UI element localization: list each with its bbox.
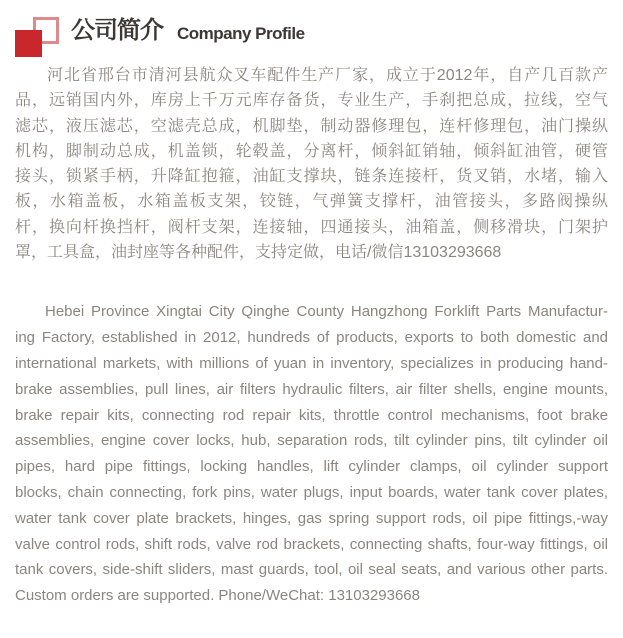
paragraph-line: 河北省邢台市清河县航众叉车配件生产厂家，成立于2012年，自产几百款产 [47, 67, 608, 84]
paragraph-line: 滤芯，液压滤芯，空滤壳总成，机脚垫，制动器修理包，连杆修理包，油门操纵 [15, 117, 608, 135]
paragraph-line: blocks, chain connecting, fork pins, water plugs, input boards, water tank cover plates, [15, 483, 608, 501]
paragraph-line: Hebei Province Xingtai City Qinghe County Hangzhong Forklift Parts Manufactur- [45, 303, 608, 321]
paragraph-line: 杆，换向杆换挡杆，阀杆支架，连接轴，四通接头，油箱盖，侧移滑块，门架护 [15, 218, 608, 236]
paragraph-line: international markets, with millions of yuan in inventory, specializes in producing hand- [15, 354, 608, 372]
paragraph-line: brake repair kits, connecting rod repair kits, throttle control mechanisms, foot brake [15, 406, 608, 424]
paragraph-line: water tank cover plate brackets, hinges, gas spring support rods, oil pipe fittings,-way [15, 509, 608, 527]
page-title-english: Company Profile [177, 24, 305, 43]
paragraph-line: assemblies, engine cover locks, hub, separation rods, tilt cylinder pins, tilt cylinder oil [15, 432, 608, 450]
paragraph-line: 板，水箱盖板，水箱盖板支架，铰链，气弹簧支撑杆，油管接头，多路阀操纵 [15, 193, 608, 211]
paragraph-line: Custom orders are supported. Phone/WeChat: 13103293668 [15, 587, 420, 605]
paragraph-line: 品，远销国内外，库房上千万元库存备货，专业生产，手刹把总成，拉线，空气 [15, 92, 608, 110]
overlap-squares-icon [15, 15, 59, 57]
solid-square-shape [15, 30, 42, 57]
paragraph-line: 机构，脚制动总成，机盖锁，轮毂盖，分离杆，倾斜缸销轴，倾斜缸油管，硬管 [15, 142, 608, 160]
profile-paragraph-english [15, 299, 608, 609]
paragraph-line: 接头，锁紧手柄，升降缸抱箍，油缸支撑块，链条连接杆，货叉销，水堵，输入 [15, 168, 608, 186]
paragraph-line: pipes, hard pipe fittings, locking handles, lift cylinder clamps, oil cylinder support [15, 458, 608, 476]
paragraph-line: tank covers, side-shift sliders, mast guards, tool, oil seal seats, and various other parts. [15, 561, 608, 579]
page-title-chinese: 公司简介 [71, 17, 163, 44]
paragraph-line: 罩，工具盒，油封座等各种配件，支持定做，电话/微信13103293668 [15, 244, 502, 262]
profile-content [0, 63, 623, 609]
profile-paragraph-chinese [15, 63, 608, 265]
paragraph-line: ing Factory, established in 2012, hundreds of products, exports to both domestic and [15, 329, 608, 347]
section-header [0, 0, 623, 48]
paragraph-line: brake assemblies, pull lines, air filters hydraulic filters, air filter shells, engine mounts, [15, 380, 608, 398]
paragraph-line: valve control rods, shift rods, valve rod brackets, connecting shafts, four-way fittings, oil [15, 535, 608, 553]
